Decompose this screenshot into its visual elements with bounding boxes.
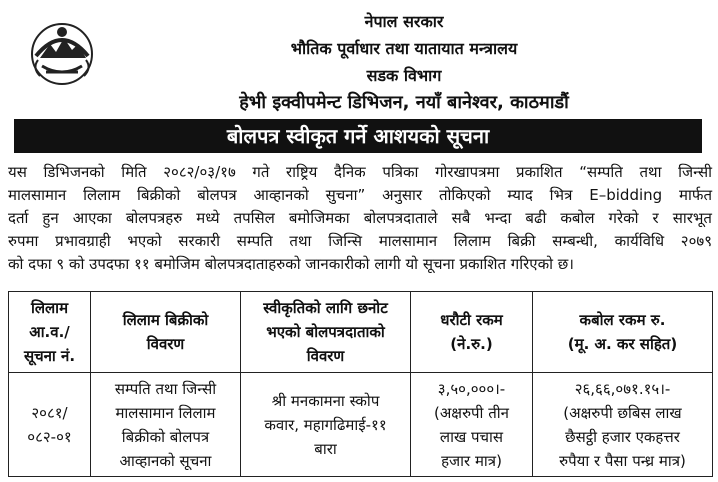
table-header-row	[9, 292, 713, 373]
header-deposit-amount: धरौटी रकम (ने.रु.)	[411, 292, 533, 373]
header-bid-amount: कबोल रकम रु. (मू. अ. कर सहित)	[533, 292, 713, 373]
nepal-government-emblem-icon	[26, 16, 98, 88]
cell-deposit-amount: ३,५०,०००।- (अक्षरुपी तीन लाख पचास हजार मात्र)	[411, 373, 533, 477]
ministry-name: भौतिक पूर्वाधार तथा यातायात मन्त्रालय	[290, 39, 518, 58]
division-name: हेभी इक्वीपमेन्ट डिभिजन, नयाँ बानेश्वर, काठमाडौं	[239, 92, 569, 113]
department-name: सडक विभाग	[366, 66, 442, 85]
government-name: नेपाल सरकार	[364, 12, 444, 31]
notice-paragraph	[8, 161, 712, 276]
paragraph-line: दर्ता हुन आएका बोलपत्रहरु मध्ये तपसिल बमोजिमका बोलपत्रदाताले सबै भन्दा बढी कबोल गरेको र सारभूत	[8, 209, 712, 227]
table-row	[9, 373, 713, 477]
header-fiscal-year-notice-no: लिलाम आ.व./ सूचना नं.	[9, 292, 91, 373]
header-auction-description: लिलाम बिक्रीको विवरण	[91, 292, 241, 373]
header-selected-bidder: स्वीकृतिको लागि छनोट भएको बोलपत्रदाताको विवरण	[241, 292, 411, 373]
paragraph-line: यस डिभिजनको मिति २०८२/०३/१७ गते राष्ट्रिय दैनिक पत्रिका गोरखापत्रमा प्रकाशित “सम्पति तथा जिन्सी	[8, 163, 712, 181]
cell-fiscal-year-notice-no: २०८१/ ०८२-०१	[9, 373, 91, 477]
cell-auction-description: सम्पति तथा जिन्सी मालसामान लिलाम बिक्रीको बोलपत्र आव्हानको सूचना	[91, 373, 241, 477]
bid-details-table	[8, 291, 713, 477]
paragraph-line: को दफा ९ को उपदफा ११ बमोजिम बोलपत्रदाताहरुको जानकारीको लागी यो सूचना प्रकाशित गरिएको छ।	[8, 255, 574, 273]
paragraph-line: रुपमा प्रभावग्राही भएको सरकारी सम्पति तथा जिन्सि मालसामान लिलाम बिक्री सम्बन्धी, कार्यविधि २०७९	[8, 232, 712, 250]
notice-title-banner: बोलपत्र स्वीकृत गर्ने आशयको सूचना	[14, 119, 702, 153]
cell-bid-amount: २६,६६,०७१.१५।- (अक्षरुपी छबिस लाख छैसट्ठी हजार एकहत्तर रुपैया र पैसा पन्ध्र मात्र)	[533, 373, 713, 477]
paragraph-line: मालसामान लिलाम बिक्रीको बोलपत्र आव्हानको सुचना” अनुसार तोकिएको म्याद भित्र E–bidding मार्फत	[8, 186, 712, 204]
cell-selected-bidder: श्री मनकामना स्कोप कवार, महागढिमाई-११ बारा	[241, 373, 411, 477]
